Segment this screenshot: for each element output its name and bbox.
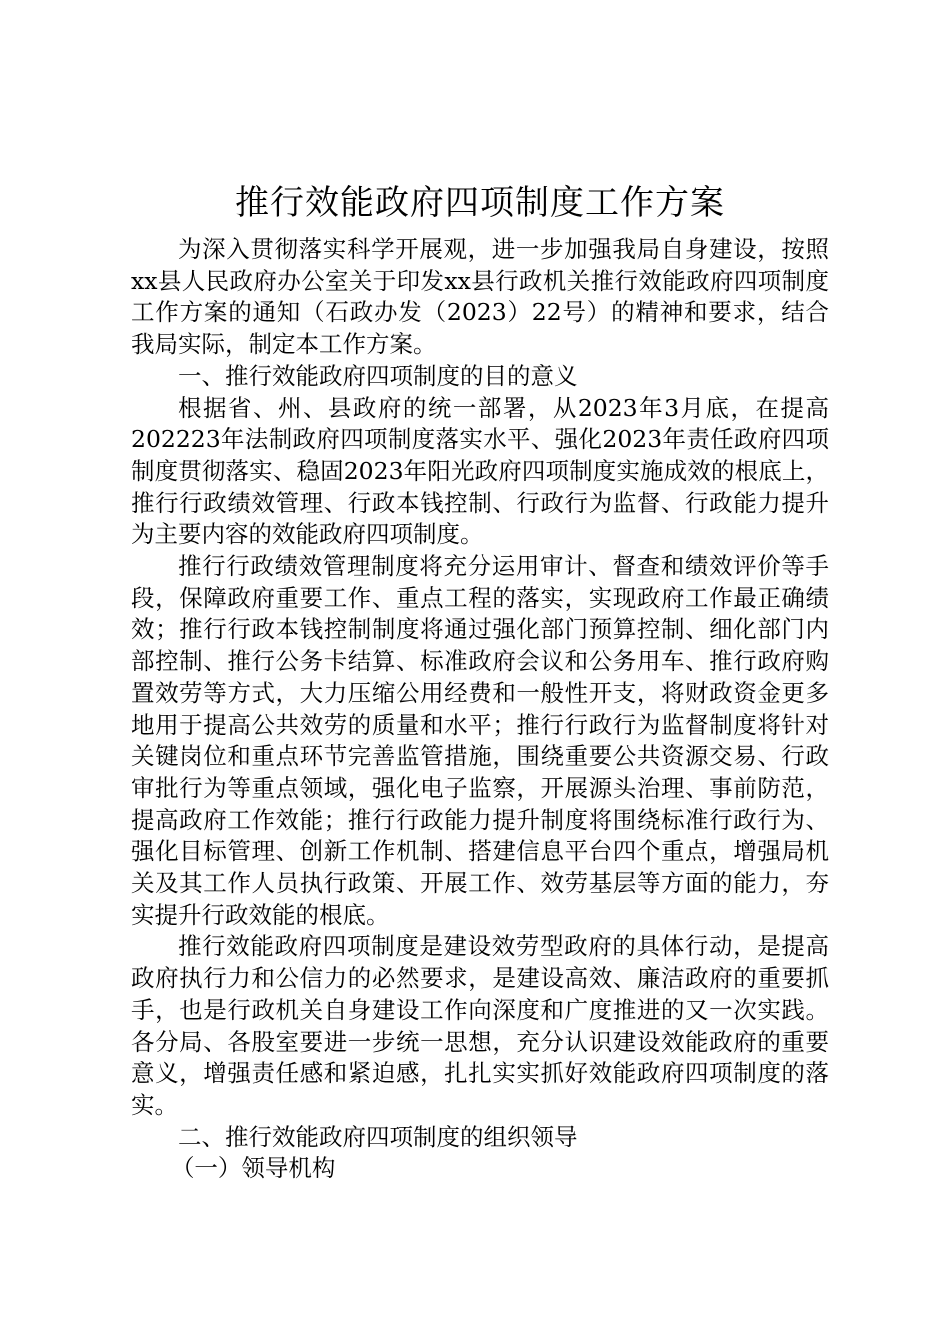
paragraph-background: 根据省、州、县政府的统一部署，从2023年3月底，在提高202223年法制政府四项制度落实水平、强化2023年责任政府四项制度贯彻落实、稳固2023年阳光政府四项制度实施成效的根底上，推行行政绩效管理、行政本钱控制、行政行为监督、行政能力提升为主要内容的效能政府四项制度。 <box>131 393 829 549</box>
paragraph-significance: 推行效能政府四项制度是建设效劳型政府的具体行动，是提高政府执行力和公信力的必然要求，是建设高效、廉洁政府的重要抓手，也是行政机关自身建设工作向深度和广度推进的又一次实践。各分局、各股室要进一步统一思想，充分认识建设效能政府的重要意义，增强责任感和紧迫感，扎扎实实抓好效能政府四项制度的落实。 <box>131 932 829 1119</box>
section-heading-1: 一、推行效能政府四项制度的目的意义 <box>178 361 578 390</box>
intro-paragraph: 为深入贯彻落实科学开展观，进一步加强我局自身建设，按照xx县人民政府办公室关于印发xx县行政机关推行效能政府四项制度工作方案的通知（石政办发（2023）22号）的精神和要求，结合我局实际，制定本工作方案。 <box>131 235 829 359</box>
document-page <box>131 178 829 1185</box>
section-heading-2: 二、推行效能政府四项制度的组织领导 <box>178 1122 578 1151</box>
document-title: 推行效能政府四项制度工作方案 <box>235 183 725 223</box>
subsection-heading-1: （一）领导机构 <box>170 1154 336 1183</box>
paragraph-measures: 推行行政绩效管理制度将充分运用审计、督查和绩效评价等手段，保障政府重要工作、重点工程的落实，实现政府工作最正确绩效；推行行政本钱控制制度将通过强化部门预算控制、细化部门内部控制、推行公务卡结算、标准政府会议和公务用车、推行政府购置效劳等方式，大力压缩公用经费和一般性开支，将财政资金更多地用于提高公共效劳的质量和水平；推行行政行为监督制度将针对关键岗位和重点环节完善监管措施，围绕重要公共资源交易、行政审批行为等重点领域，强化电子监察，开展源头治理、事前防范，提高政府工作效能；推行行政能力提升制度将围绕标准行政行为、强化目标管理、创新工作机制、搭建信息平台四个重点，增强局机关及其工作人员执行政策、开展工作、效劳基层等方面的能力，夯实提升行政效能的根底。 <box>131 552 829 929</box>
